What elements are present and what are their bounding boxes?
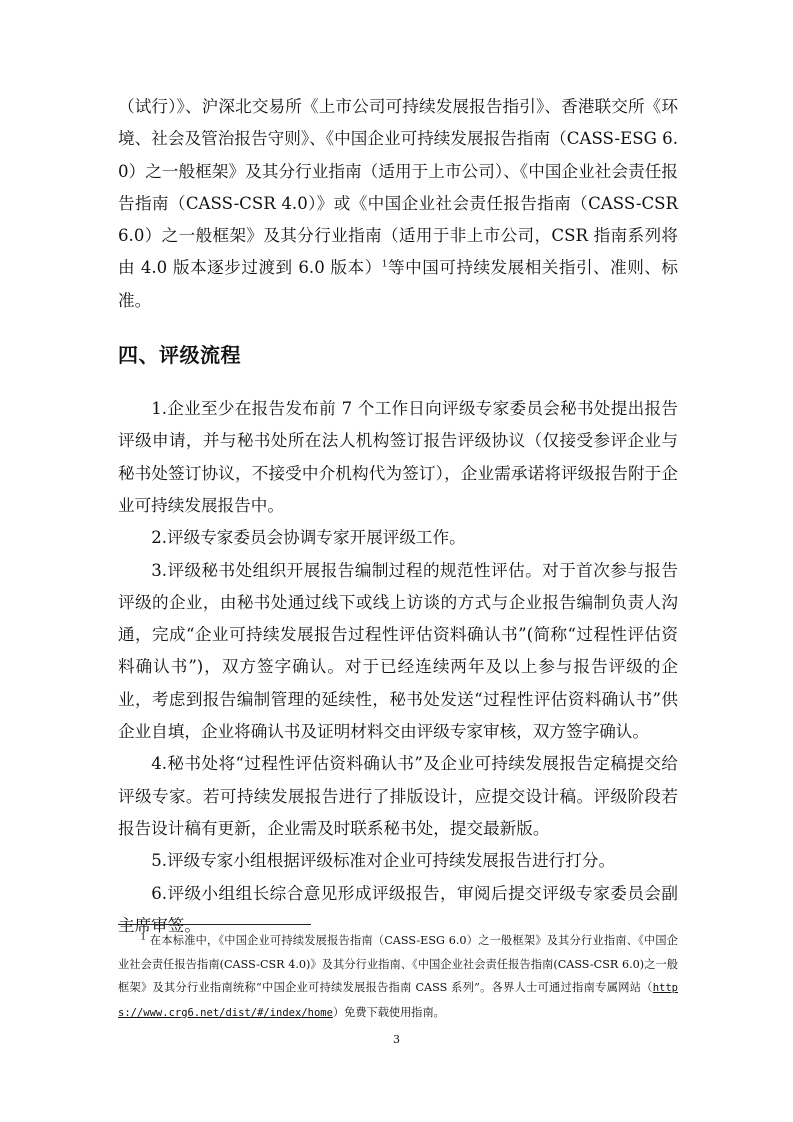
footnote (118, 929, 678, 1025)
step-4: 4.秘书处将“过程性评估资料确认书”及企业可持续发展报告定稿提交给评级专家。若可持续发展报告进行了排版设计，应提交设计稿。评级阶段若报告设计稿有更新，企业需及时联系秘书处，提交最新版。 (118, 754, 678, 838)
main-content (118, 91, 678, 942)
page-number: 3 (393, 1033, 400, 1046)
section-heading: 四、评级流程 (118, 343, 241, 368)
intro-text: （试行）》、沪深北交易所《上市公司可持续发展报告指引》、香港联交所《环境、社会及管治报告守则》、《中国企业可持续发展报告指南（CASS-ESG 6.0）之一般框架》及其分行业指南（适用于上市公司）、《中国企业社会责任报告指南（CASS-CSR 4.0）》或《中国企业社会责任报告指南（CASS-CSR 6.0）之一般框架》及其分行业指南（适用于非上市公司，CSR 指南系列将由 4.0 版本逐步过渡到 6.0 版本） (118, 97, 678, 278)
step-3: 3.评级秘书处组织开展报告编制过程的规范性评估。对于首次参与报告评级的企业，由秘书处通过线下或线上访谈的方式与企业报告编制负责人沟通，完成“企业可持续发展报告过程性评估资料确认书”(简称“过程性评估资料确认书”)，双方签字确认。对于已经连续两年及以上参与报告评级的企业，考虑到报告编制管理的延续性，秘书处发送“过程性评估资料确认书”供企业自填，企业将确认书及证明材料交由评级专家审核，双方签字确认。 (118, 560, 678, 742)
footnote-reference[interactable]: 1 (381, 259, 388, 270)
footnote-marker: 1 (140, 932, 147, 943)
step-5: 5.评级专家小组根据评级标准对企业可持续发展报告进行打分。 (151, 851, 616, 871)
footnote-text-end: ）免费下载使用指南。 (332, 1005, 445, 1019)
guide-website-link[interactable]: https://www.crg6.net/dist/#/index/home (118, 982, 678, 1019)
step-1: 1.企业至少在报告发布前 7 个工作日向评级专家委员会秘书处提出报告评级申请，并与秘书处所在法人机构签订报告评级协议（仅接受参评企业与秘书处签订协议，不接受中介机构代为签订），企业需承诺将评级报告附于企业可持续发展报告中。 (118, 399, 678, 515)
step-2: 2.评级专家委员会协调专家开展评级工作。 (151, 528, 466, 548)
intro-text-end: 等中国可持续发展相关指引、准则、标准。 (118, 258, 678, 310)
footnote-text: 在本标准中，《中国企业可持续发展报告指南（CASS-ESG 6.0）之一般框架》及其分行业指南、《中国企业社会责任报告指南(CASS-CSR 4.0)》及其分行业指南、《中国企业社会责任报告指南(CASS-CSR 6.0)之一般框架》及其分行业指南统称“中国企业可持续发展报告指南 CASS 系列”。各界人士可通过指南专属网站（ (118, 934, 678, 994)
intro-paragraph (118, 91, 678, 317)
footnote-divider (118, 924, 311, 925)
step-6: 6.评级小组组长综合意见形成评级报告，审阅后提交评级专家委员会副主席审签。 (118, 883, 678, 935)
